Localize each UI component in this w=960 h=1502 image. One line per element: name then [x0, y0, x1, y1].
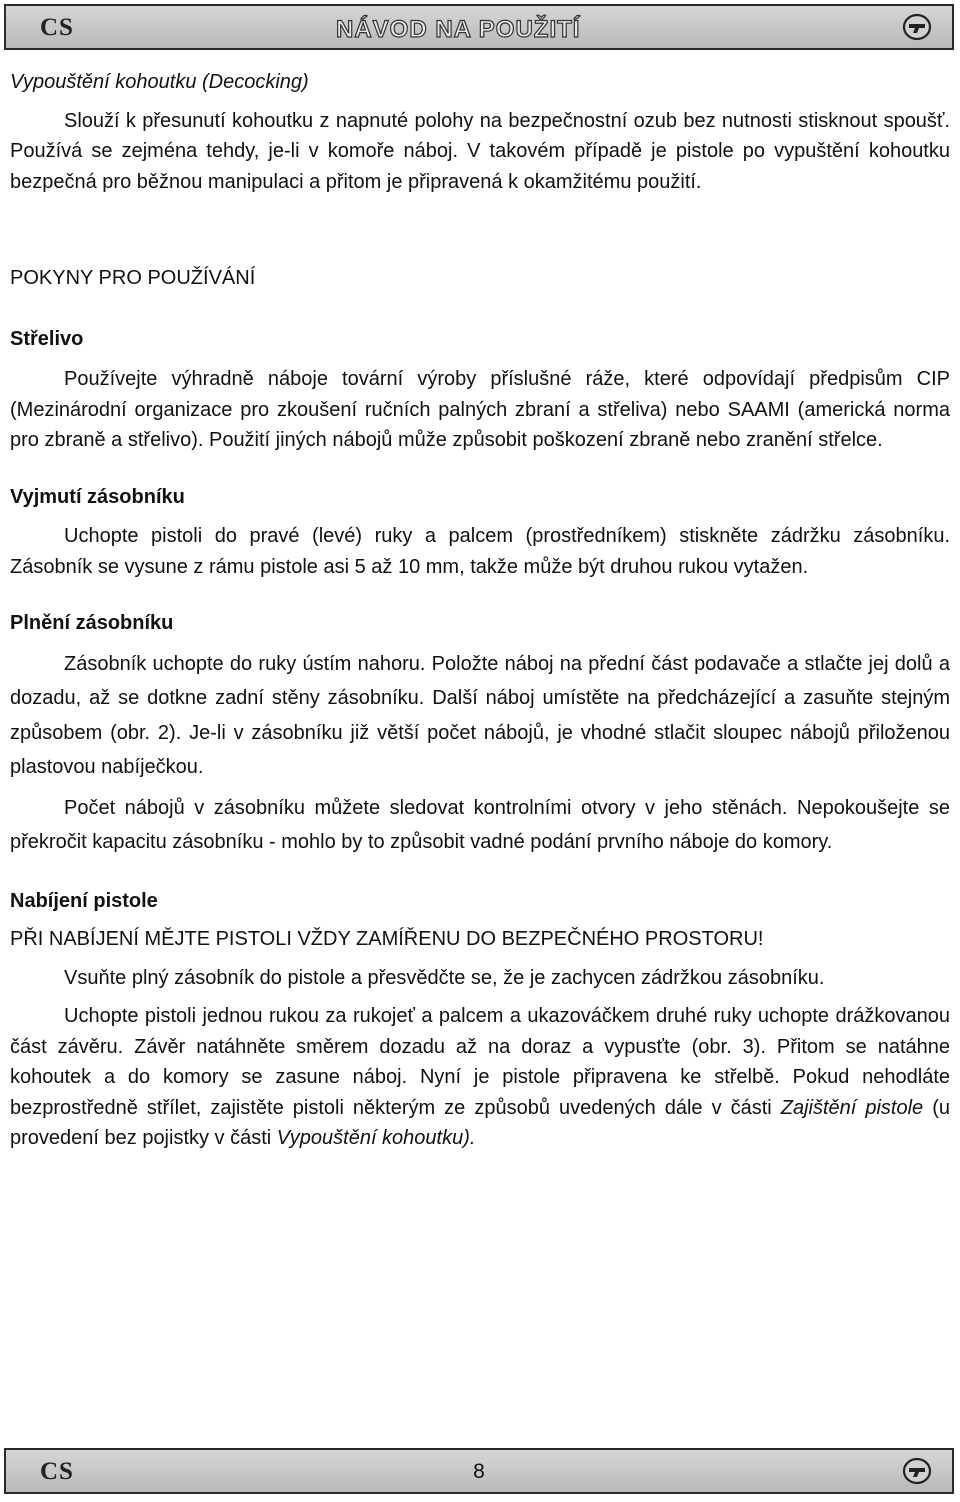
instructions-title: POKYNY PRO POUŽÍVÁNÍ: [10, 267, 256, 289]
decocking-paragraph: Slouží k přesunutí kohoutku z napnuté polohy na bezpečnostní ozub bez nutnosti stisknout spoušť. Používá se zejména tehdy, je-li v komoře náboj. V takovém případě je pistole po vypuštění kohoutku bezpečná pro běžnou manipulaci a přitom je připravená k okamžitému použití.: [10, 109, 950, 193]
magazine-filling-paragraph-1: Zásobník uchopte do ruky ústím nahoru. Položte náboj na přední část podavače a stlačte jej dolů a dozadu, až se dotkne zadní stěny zásobníku. Další náboj umístěte na předcházející a zasuňte stejným způsobem (obr. 2). Je-li v zásobníku již větší počet nábojů, je vhodné stlačit sloupec nábojů přiloženou plastovou nabíječkou.: [10, 652, 950, 778]
loading-paragraph-2-text-b: (u provedení bez pojistky v části: [10, 1096, 950, 1149]
loading-heading: Nabíjení pistole: [10, 889, 158, 912]
magazine-removal-paragraph: Uchopte pistoli do pravé (levé) ruky a palcem (prostředníkem) stiskněte zádržku zásobníku. Zásobník se vysune z rámu pistole asi 5 až 10 mm, takže může být druhou rukou vytažen.: [10, 525, 950, 578]
loading-paragraph-1: Vsuňte plný zásobník do pistole a přesvědčte se, že je zachycen zádržkou zásobníku.: [64, 966, 825, 989]
page-footer: [4, 1448, 954, 1494]
magazine-filling-paragraph-2: Počet nábojů v zásobníku můžete sledovat kontrolními otvory v jeho stěnách. Nepokoušejte se překročit kapacitu zásobníku - mohlo by to způsobit vadné podání prvního náboje do komory.: [10, 796, 950, 853]
magazine-filling-heading: Plnění zásobníku: [10, 612, 174, 634]
reference-safety-section: Zajištění pistole: [780, 1096, 924, 1119]
footer-logo: CS: [40, 1458, 74, 1485]
cz-emblem-icon: [902, 1457, 932, 1485]
ammo-paragraph: Používejte výhradně náboje tovární výroby příslušné ráže, které odpovídají předpisům CIP (Mezinárodní organizace pro zkoušení ručních palných zbraní a střeliva) nebo SAAMI (americká norma pro zbraně a střelivo). Použití jiných nábojů může způsobit poškození zbraně nebo zranění střelce.: [10, 368, 950, 451]
page-number: 8: [473, 1460, 485, 1483]
loading-paragraph-2: [10, 1001, 950, 1154]
header-logo: CS: [40, 14, 74, 41]
cz-emblem-icon: [902, 13, 932, 41]
decocking-heading: Vypouštění kohoutku (Decocking): [10, 71, 309, 93]
reference-decocking-section: Vypouštění kohoutku).: [276, 1127, 476, 1149]
loading-paragraph-2-text-a: Uchopte pistoli jednou rukou za rukojeť a palcem a ukazováčkem druhé ruky uchopte drážkovanou část závěru. Závěr natáhněte směrem dozadu až na doraz a vypusťte (obr. 3). Přitom se natáhne kohoutek a do komory se zasune náboj. Nyní je pistole připravena ke střelbě. Pokud nehodláte bezprostředně střílet, zajistěte pistoli některým ze způsobů uvedených dále v části: [10, 1005, 950, 1119]
page-header: [4, 4, 954, 50]
loading-warning: PŘI NABÍJENÍ MĚJTE PISTOLI VŽDY ZAMÍŘENU DO BEZPEČNÉHO PROSTORU!: [10, 928, 764, 950]
ammo-heading: Střelivo: [10, 327, 84, 350]
magazine-removal-heading: Vyjmutí zásobníku: [10, 485, 185, 508]
document-body: [10, 64, 950, 1154]
header-title: NÁVOD NA POUŽITÍ: [336, 16, 581, 43]
